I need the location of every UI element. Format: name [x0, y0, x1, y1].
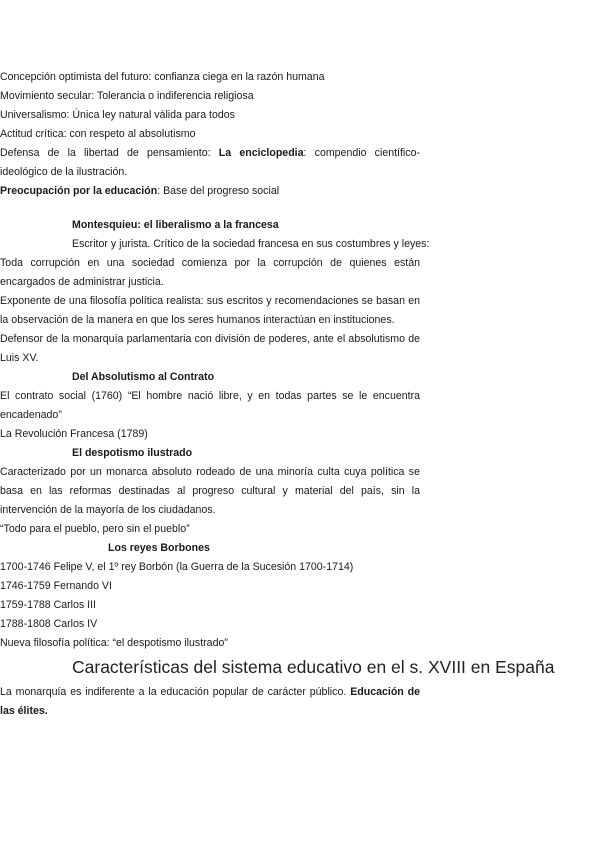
montesquieu-heading: Montesquieu: el liberalismo a la francesa	[72, 219, 279, 231]
reyes-heading: Los reyes Borbones	[108, 542, 210, 554]
list-item: - 1700-1746 Felipe V, el 1º rey Borbón (la Guerra de la Sucesión 1700-1714)	[0, 558, 383, 577]
list-item: - La monarquía es indiferente a la educación popular de carácter público. Educación de las élites.	[0, 683, 420, 721]
list-item: - “Todo para el pueblo, pero sin el pueblo”	[0, 520, 420, 539]
list-item: - Caracterizado por un monarca absoluto rodeado de una minoría culta cuya política se basa en las reformas destinadas al progreso cultural y material del país, sin la intervención de la mayoría de los ciudadanos.	[0, 463, 420, 520]
section-title: Características del sistema educativo en el s. XVIII en España	[72, 657, 555, 677]
list-item: - Exponente de una filosofía política realista: sus escritos y recomendaciones se basan en la observación de la manera en que los seres humanos interactúan en instituciones.	[0, 292, 420, 330]
list-item: - 1788-1808 Carlos IV	[0, 615, 383, 634]
despotismo-list	[0, 463, 420, 539]
list-item: - La Revolución Francesa (1789)	[0, 425, 420, 444]
montesquieu-list	[0, 254, 420, 368]
list-item: - Concepción optimista del futuro: confianza ciega en la razón humana	[0, 68, 420, 87]
list-item: - Universalismo: Única ley natural válida para todos	[0, 106, 420, 125]
list-item: - Defensa de la libertad de pensamiento: La enciclopedia: compendio científico-ideológico de la ilustración.	[0, 144, 420, 182]
reyes-list	[0, 558, 383, 653]
list-item: - Movimiento secular: Tolerancia o indiferencia religiosa	[0, 87, 420, 106]
list-item: - Nueva filosofía política: “el despotismo ilustrado”	[0, 634, 383, 653]
absolutismo-heading: Del Absolutismo al Contrato	[72, 371, 215, 383]
absolutismo-list	[0, 387, 420, 444]
ilustracion-list	[0, 68, 420, 201]
montesquieu-intro: Escritor y jurista. Crítico de la sociedad francesa en sus costumbres y leyes:	[72, 238, 430, 250]
list-item: - Actitud crítica: con respeto al absolutismo	[0, 125, 420, 144]
educativo-list	[0, 683, 420, 721]
list-item: - Preocupación por la educación: Base del progreso social	[0, 182, 420, 201]
list-item: - 1759-1788 Carlos III	[0, 596, 383, 615]
list-item: - 1746-1759 Fernando VI	[0, 577, 383, 596]
list-item: - Toda corrupción en una sociedad comienza por la corrupción de quienes están encargados de administrar justicia.	[0, 254, 420, 292]
list-item: - El contrato social (1760) “El hombre nació libre, y en todas partes se le encuentra encadenado”	[0, 387, 420, 425]
list-item: - Defensor de la monarquía parlamentaria con división de poderes, ante el absolutismo de Luis XV.	[0, 330, 420, 368]
despotismo-heading: El despotismo ilustrado	[72, 447, 193, 459]
